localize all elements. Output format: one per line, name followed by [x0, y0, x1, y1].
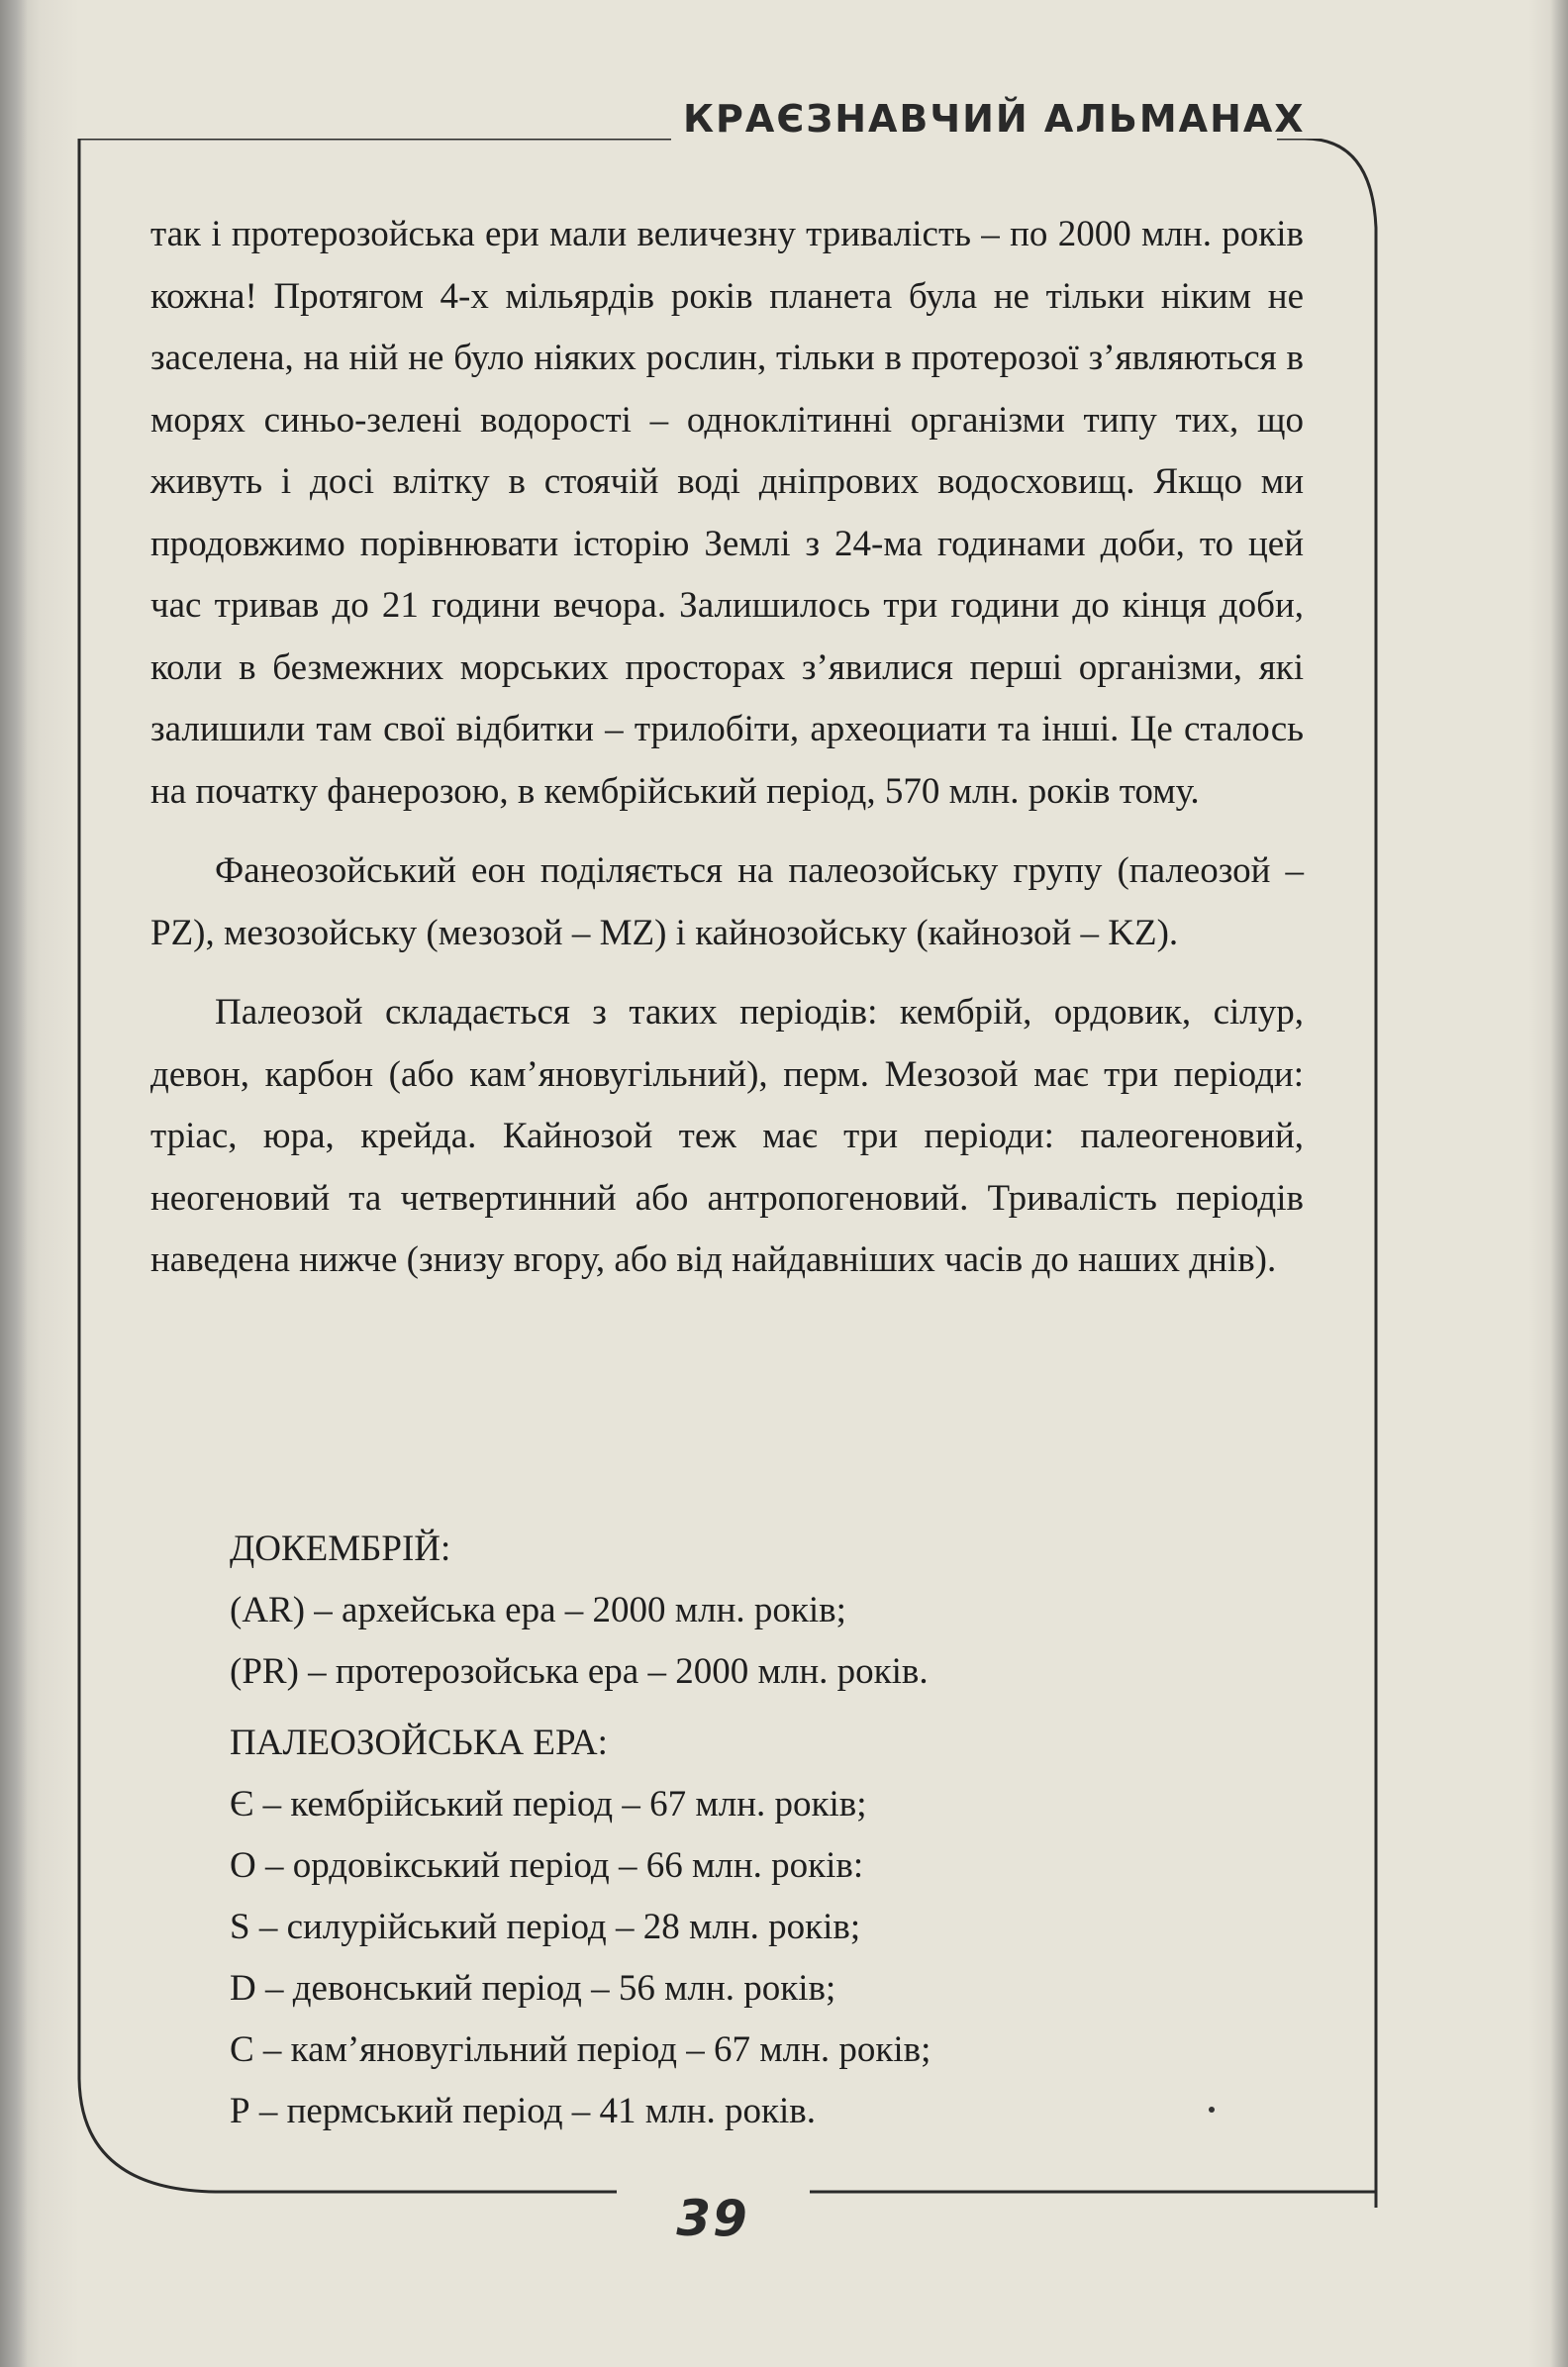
precambrian-list	[230, 1519, 1319, 1703]
paleozoic-heading: ПАЛЕОЗОЙСЬКА ЕРА:	[230, 1723, 608, 1763]
running-title: КРАЄЗНАВЧИЙ АЛЬМАНАХ	[683, 97, 1306, 141]
paragraph-3: Палеозой складається з таких періодів: кембрій, ордовик, сілур, девон, карбон (або кам’яновугільний), перм. Мезозой має три періоди: тріас, юра, крейда. Кайнозой теж має три періоди: палеогеновий, неогеновий та четвертинний або антропогеновий. Тривалість періодів наведена нижче (знизу вгору, або від найдавніших часів до наших днів).	[150, 992, 1304, 1280]
body-text	[150, 204, 1304, 1292]
paleozoic-list	[230, 1713, 1319, 2142]
list-item: Р – пермський період – 41 млн. років.	[230, 2091, 816, 2131]
list-item: О – ордовікський період – 66 млн. років:	[230, 1845, 864, 1886]
list-item: Є – кембрійський період – 67 млн. років;	[230, 1784, 867, 1825]
ink-dot	[1209, 2107, 1215, 2113]
list-item: (PR) – протерозойська ера – 2000 млн. років.	[230, 1651, 929, 1692]
page-edge-shadow	[1550, 0, 1568, 2367]
list-item: (AR) – архейська ера – 2000 млн. років;	[230, 1590, 846, 1630]
list-item: D – девонський період – 56 млн. років;	[230, 1968, 836, 2009]
paragraph-2: Фанеозойський еон поділяється на палеозойську групу (палеозой – PZ), мезозойську (мезозой – MZ) і кайнозойську (кайнозой – KZ).	[150, 850, 1304, 953]
paragraph-1: так і протерозойська ери мали величезну тривалість – по 2000 млн. років кожна! Протягом 4-х мільярдів років планета була не тільки ніким не заселена, на ній не було ніяких рослин, тільки в протерозої з’являються в морях синьо-зелені водорості – одноклітинні організми типу тих, що живуть і досі влітку в стоячій воді дніпрових водосховищ. Якщо ми продовжимо порівнювати історію Землі з 24-ма годинами доби, то цей час тривав до 21 години вечора. Залишилось три години до кінця доби, коли в безмежних морських просторах з’явилися перші організми, які залишили там свої відбитки – трилобіти, археоциати та інші. Це сталось на початку фанерозою, в кембрійський період, 570 млн. років тому.	[150, 214, 1304, 812]
book-spine-shadow	[0, 0, 28, 2367]
list-item: S – силурійський період – 28 млн. років;	[230, 1907, 861, 1947]
page-number: 39	[676, 2190, 749, 2247]
precambrian-heading: ДОКЕМБРІЙ:	[230, 1529, 451, 1569]
list-item: С – кам’яновугільний період – 67 млн. років;	[230, 2029, 931, 2070]
